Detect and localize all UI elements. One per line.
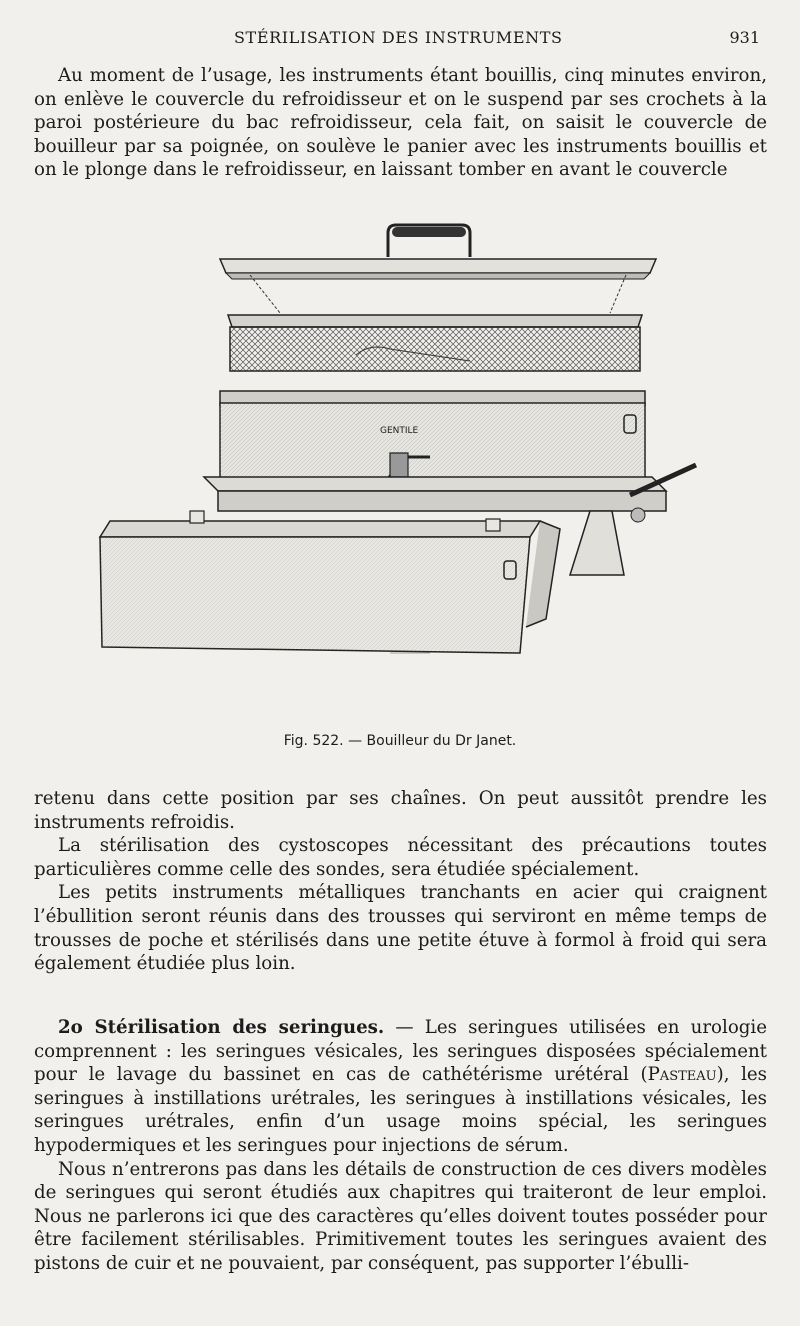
paragraph-retenu: retenu dans cette position par ses chaînes. On peut aussitôt prendre les instruments refroidis. bbox=[34, 788, 767, 833]
running-title: STÉRILISATION DES INSTRUMENTS bbox=[234, 28, 563, 47]
bouilleur-engraving bbox=[90, 215, 710, 665]
paragraph-seringues-details: Nous n’entrerons pas dans les détails de construction de ces divers modèles de seringues qui seront étudiés aux chapitres qui traiteront de leur emploi. Nous ne parlerons ici que des caractères qu’elles doivent toutes posséder pour être facilement stérilisables. Primitivement toutes les seringues avaient des pistons de cuir et ne pouvaient, par conséquent, pas supporter l’ébulli- bbox=[34, 1158, 767, 1274]
cooling-tray bbox=[100, 511, 560, 653]
section-text-b: ), les seringues à instillations urétrales, les seringues à instillations vésicales, les seringues urétrales, enfin d’un usage moins spécial, les seringues hypodermiques et les seringues pour injections de sérum. bbox=[34, 1064, 767, 1156]
page-header bbox=[0, 28, 800, 50]
text-block-seringues bbox=[34, 1016, 767, 1276]
section-heading: 2o Stérilisation des seringues. bbox=[58, 1017, 385, 1038]
paragraph-usage: Au moment de l’usage, les instruments étant bouillis, cinq minutes environ, on enlève le couvercle du refroidisseur et on le suspend par ses crochets à la paroi postérieure du bac refroidisseur, cela fait, on saisit le couvercle de bouilleur par sa poignée, on soulève le panier avec les instruments bouillis et on le plonge dans le refroidisseur, en laissant tomber en avant le couvercle bbox=[34, 65, 767, 181]
lid-chains bbox=[250, 275, 626, 313]
figure-bouilleur-illustration bbox=[90, 215, 710, 665]
figure-caption: Fig. 522. — Bouilleur du Dr Janet. bbox=[283, 733, 517, 749]
page-number: 931 bbox=[729, 28, 760, 47]
paragraph-petits-instruments: Les petits instruments métalliques tranchants en acier qui craignent l’ébullition seront réunis dans des trousses qui serviront en même temps de trousses de poche et stérilisés dans une petite étuve à formol à froid qui sera également étudiée plus loin. bbox=[34, 882, 767, 975]
boiler-lid bbox=[220, 225, 656, 279]
maker-label: GENTILE bbox=[380, 426, 419, 436]
author-name: Pasteau bbox=[647, 1064, 717, 1086]
section-text-a: — Les seringues utilisées en urologie comprennent : les seringues vésicales, les seringues disposées spécialement pour le lavage du bassinet en cas de cathétérisme urétéral ( bbox=[34, 1017, 767, 1086]
text-block-middle bbox=[34, 787, 767, 976]
mesh-basket bbox=[228, 315, 642, 371]
paragraph-seringues-intro bbox=[34, 1016, 767, 1158]
paragraph-cystoscopes: La stérilisation des cystoscopes nécessitant des précautions toutes particulières comme celle des sondes, sera étudiée spécialement. bbox=[34, 835, 767, 880]
text-block-top bbox=[34, 64, 767, 182]
